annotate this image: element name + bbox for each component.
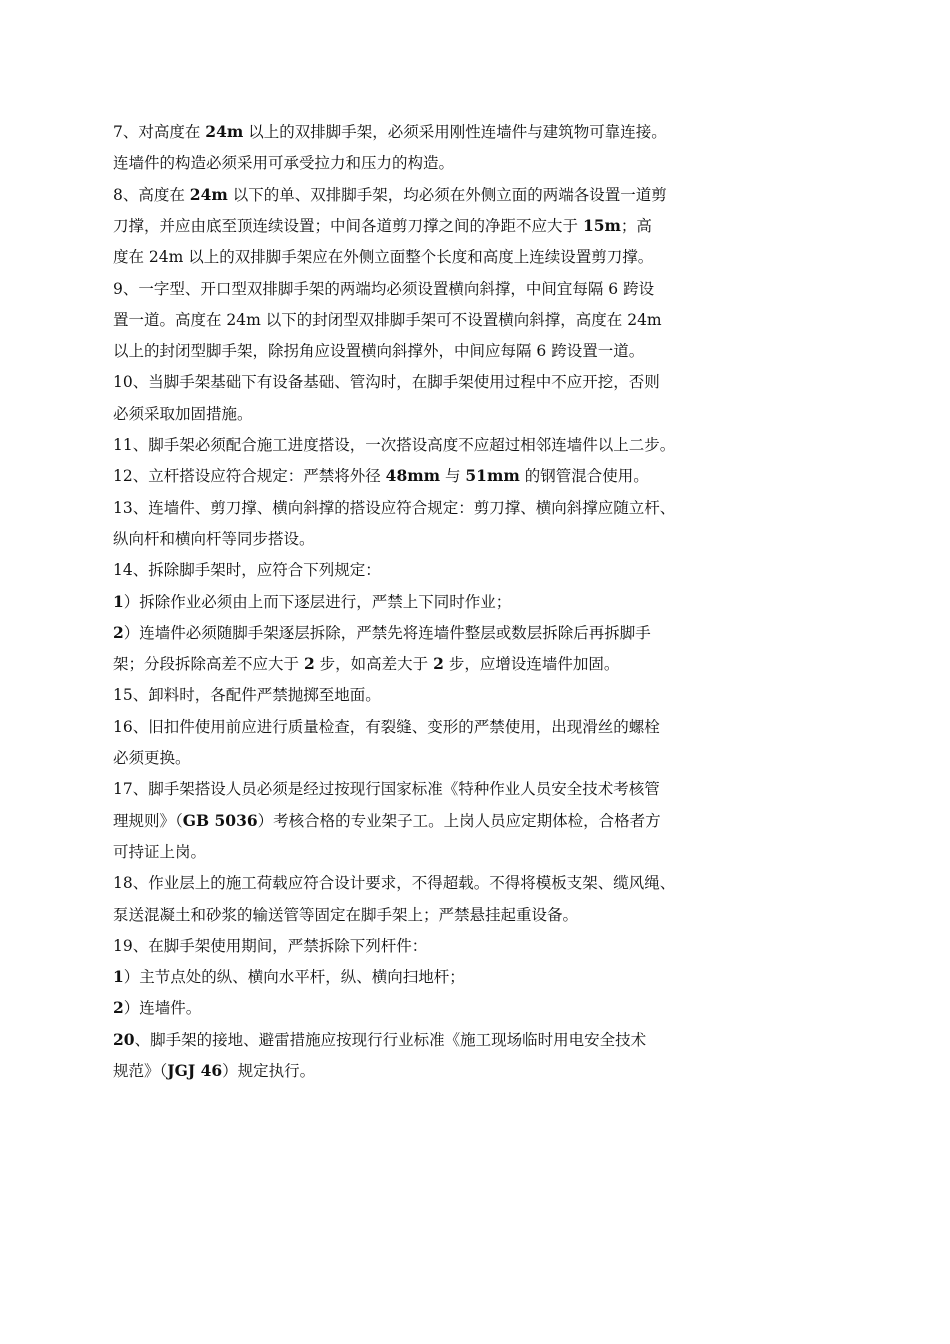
document-line: 15、卸料时，各配件严禁抛掷至地面。 (113, 686, 381, 705)
document-line: 泵送混凝土和砂浆的输送管等固定在脚手架上；严禁悬挂起重设备。 (113, 905, 579, 924)
document-line: 2）连墙件。 (113, 998, 202, 1018)
document-line: 2）连墙件必须随脚手架逐层拆除，严禁先将连墙件整层或数层拆除后再拆脚手 (113, 622, 651, 642)
document-line: 20、脚手架的接地、避雷措施应按现行行业标准《施工现场临时用电安全技术 (113, 1029, 647, 1049)
document-line: 纵向杆和横向杆等同步搭设。 (113, 529, 315, 548)
document-line: 可持证上岗。 (113, 842, 207, 861)
document-line: 置一道。高度在 24m 以下的封闭型双排脚手架可不设置横向斜撑，高度在 24m (113, 310, 662, 329)
document-line: 16、旧扣件使用前应进行质量检查，有裂缝、变形的严禁使用，出现滑丝的螺栓 (113, 717, 660, 736)
document-line: 19、在脚手架使用期间，严禁拆除下列杆件： (113, 936, 428, 955)
document-line: 1）拆除作业必须由上而下逐层进行，严禁上下同时作业； (113, 591, 512, 611)
document-line: 以上的封闭型脚手架，除拐角应设置横向斜撑外，中间应每隔 6 跨设置一道。 (113, 342, 645, 361)
document-line: 8、高度在 24m 以下的单、双排脚手架，均必须在外侧立面的两端各设置一道剪 (113, 184, 667, 204)
document-line: 刀撑，并应由底至顶连续设置；中间各道剪刀撑之间的净距不应大于 15m；高 (113, 215, 652, 235)
document-line: 理规则》（GB 5036）考核合格的专业架子工。上岗人员应定期体检，合格者方 (113, 810, 661, 830)
document-line: 13、连墙件、剪刀撑、横向斜撑的搭设应符合规定：剪刀撑、横向斜撑应随立杆、 (113, 498, 676, 517)
document-line: 11、脚手架必须配合施工进度搭设，一次搭设高度不应超过相邻连墙件以上二步。 (113, 436, 676, 454)
document-line: 18、作业层上的施工荷载应符合设计要求，不得超载。不得将模板支架、缆风绳、 (113, 874, 676, 893)
document-line: 必须采取加固措施。 (113, 404, 253, 423)
document-line: 架；分段拆除高差不应大于 2 步，如高差大于 2 步，应增设连墙件加固。 (113, 654, 620, 674)
document-line: 连墙件的构造必须采用可承受拉力和压力的构造。 (113, 154, 455, 173)
document-line: 7、对高度在 24m 以上的双排脚手架，必须采用刚性连墙件与建筑物可靠连接。 (113, 122, 667, 141)
document-line: 14、拆除脚手架时，应符合下列规定： (113, 561, 381, 580)
document-line: 10、当脚手架基础下有设备基础、管沟时，在脚手架使用过程中不应开挖，否则 (113, 373, 660, 392)
document-line: 9、一字型、开口型双排脚手架的两端均必须设置横向斜撑，中间宜每隔 6 跨设 (113, 279, 655, 298)
document-line: 1）主节点处的纵、横向水平杆，纵、横向扫地杆； (113, 967, 465, 987)
document-line: 12、立杆搭设应符合规定：严禁将外径 48mm 与 51mm 的钢管混合使用。 (113, 466, 649, 486)
document-line: 规范》（JGJ 46）规定执行。 (113, 1061, 316, 1080)
document-line: 度在 24m 以上的双排脚手架应在外侧立面整个长度和高度上连续设置剪刀撑。 (113, 248, 654, 267)
document-line: 17、脚手架搭设人员必须是经过按现行国家标准《特种作业人员安全技术考核管 (113, 780, 660, 799)
document-line: 必须更换。 (113, 749, 191, 767)
